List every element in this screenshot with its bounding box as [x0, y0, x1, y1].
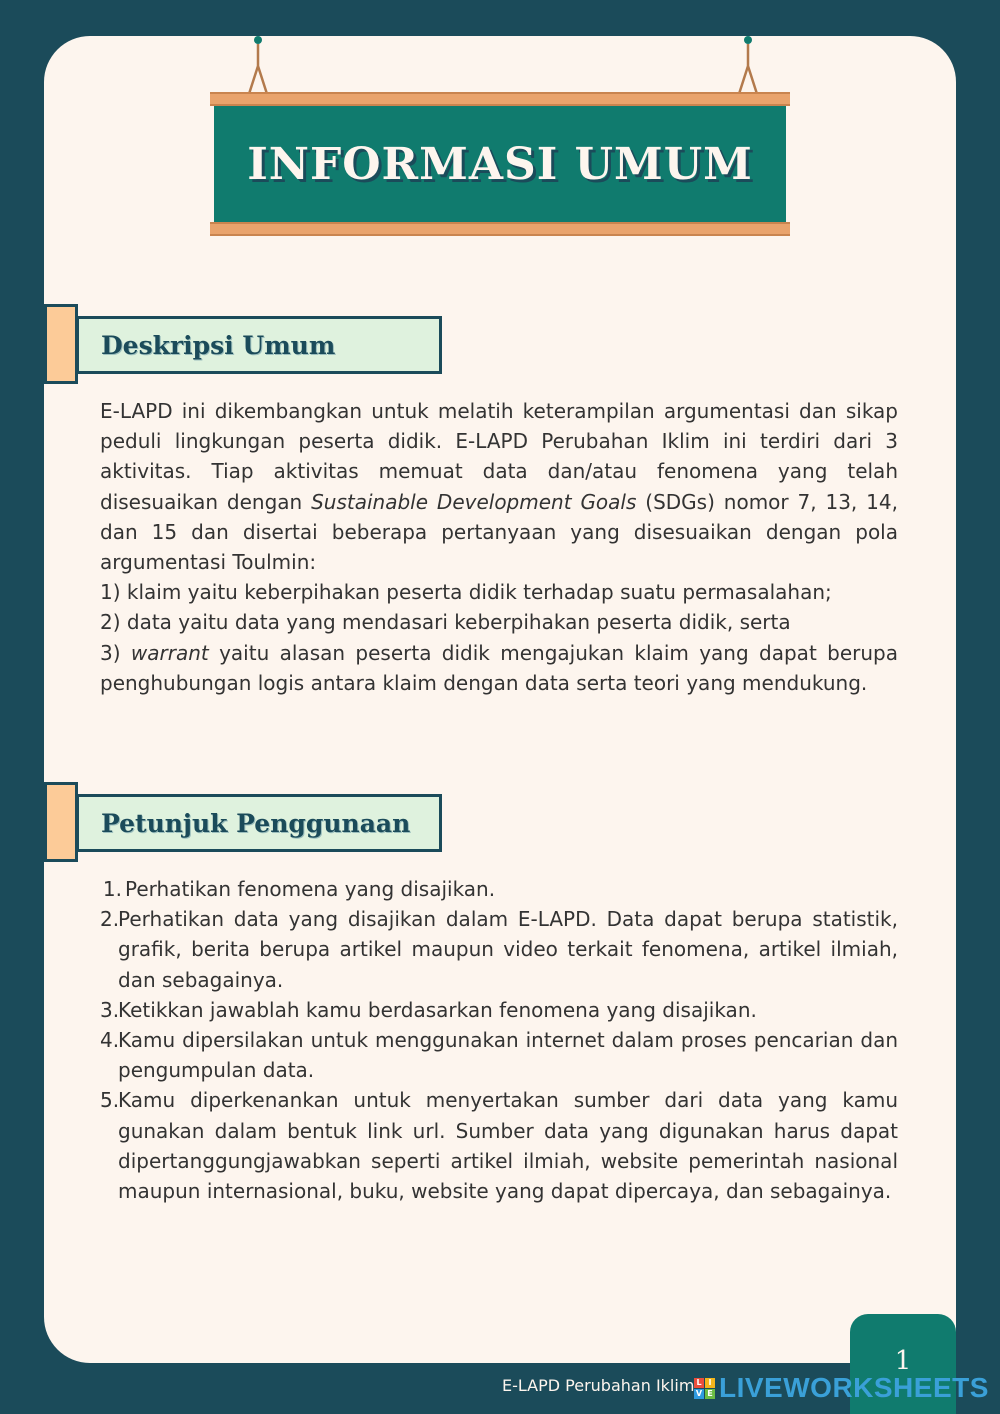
footer-title: E-LAPD Perubahan Iklim	[502, 1376, 695, 1395]
argument-item-klaim: 1) klaim yaitu keberpihakan peserta didik terhadap suatu permasalahan;	[100, 580, 832, 605]
liveworksheets-brand[interactable]	[694, 1372, 989, 1404]
list-item: 2. Perhatikan data yang disajikan dalam E-LAPD. Data dapat berupa statistik, grafik, berita berupa artikel maupun video terkait fenomena, artikel ilmiah, dan sebagainya.	[100, 907, 898, 992]
petunjuk-body	[100, 874, 898, 1206]
argument-item-warrant: 3) warrant yaitu alasan peserta didik mengajukan klaim yang dapat berupa penghubungan logis antara klaim dengan data serta teori yang mendukung.	[100, 640, 898, 695]
section-accent	[44, 782, 78, 862]
section-title-box	[76, 316, 442, 374]
section-header-deskripsi	[44, 304, 444, 384]
page-title: INFORMASI UMUM	[247, 138, 753, 190]
section-accent	[44, 304, 78, 384]
petunjuk-list	[100, 874, 898, 1206]
section-title: Deskripsi Umum	[101, 330, 336, 360]
section-title: Petunjuk Penggunaan	[101, 808, 411, 838]
list-item: 1. Perhatikan fenomena yang disajikan.	[102, 877, 496, 901]
sign-bar-bottom	[210, 222, 790, 236]
deskripsi-paragraph: E-LAPD ini dikembangkan untuk melatih keterampilan argumentasi dan sikap peduli lingkungan peserta didik. E-LAPD Perubahan Iklim ini terdiri dari 3 aktivitas. Tiap aktivitas memuat data dan/atau fenomena yang telah disesuaikan dengan Sustainable Development Goals (SDGs) nomor 7, 13, 14, dan 15 dan disertai beberapa pertanyaan yang disesuaikan dengan pola argumentasi Toulmin:	[100, 399, 898, 575]
list-item: 5. Kamu diperkenankan untuk menyertakan sumber dari data yang kamu gunakan dalam bentuk link url. Sumber data yang digunakan harus dapat dipertanggungjawabkan seperti artikel ilmiah, website pemerintah nasional maupun internasional, buku, website yang dapat dipercaya, dan sebagainya.	[100, 1088, 898, 1204]
brand-name: LIVEWORKSHEETS	[719, 1372, 989, 1403]
page-number: 1	[894, 1346, 912, 1376]
list-item: 3. Ketikkan jawablah kamu berdasarkan fenomena yang disajikan.	[100, 997, 757, 1022]
sign-hook-left-icon	[243, 36, 273, 98]
sign-board	[214, 106, 786, 222]
section-header-petunjuk	[44, 782, 444, 862]
list-item: 4. Kamu dipersilakan untuk menggunakan internet dalam proses pencarian dan pengumpulan data.	[100, 1028, 898, 1083]
argument-item-data: 2) data yaitu data yang mendasari keberpihakan peserta didik, serta	[100, 610, 791, 635]
section-title-box	[76, 794, 442, 852]
liveworksheets-logo-icon: L I V E	[694, 1378, 715, 1399]
sign-hook-right-icon	[733, 36, 763, 98]
deskripsi-body	[100, 396, 898, 698]
sign-bar-top	[210, 92, 790, 106]
